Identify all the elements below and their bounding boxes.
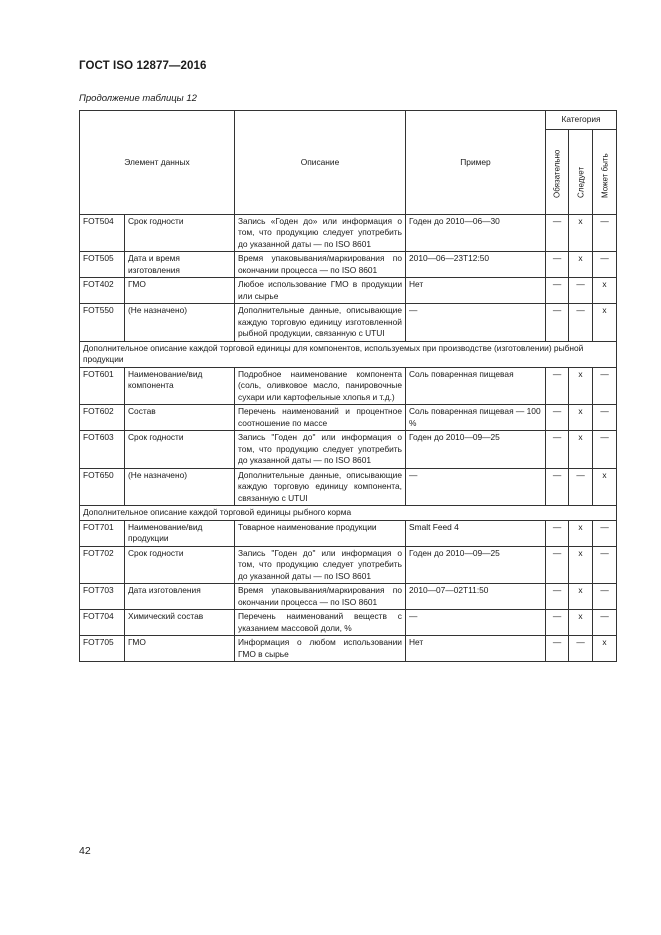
table-row — [80, 252, 617, 278]
mark-may: x — [593, 304, 617, 342]
mark-mandatory: — — [546, 610, 569, 636]
table-group-3 — [80, 520, 617, 662]
table-row — [80, 278, 617, 304]
section-3 — [80, 506, 617, 521]
mark-should: x — [569, 214, 593, 252]
element-code: FOT701 — [80, 520, 125, 546]
mark-should: — — [569, 278, 593, 304]
table-row — [80, 214, 617, 252]
mark-may: — — [593, 431, 617, 469]
mark-may: — — [593, 405, 617, 431]
mark-mandatory: — — [546, 636, 569, 662]
header-mandatory-cell — [546, 129, 569, 214]
table-row — [80, 405, 617, 431]
section-heading-feed: Дополнительное описание каждой торговой единицы рыбного корма — [80, 506, 617, 521]
element-name: Срок годности — [125, 214, 235, 252]
element-code: FOT603 — [80, 431, 125, 469]
mark-may: — — [593, 610, 617, 636]
element-example: Годен до 2010—06—30 — [406, 214, 546, 252]
element-code: FOT402 — [80, 278, 125, 304]
element-name: Наименование/вид компонента — [125, 367, 235, 405]
page-number: 42 — [79, 845, 91, 857]
element-code: FOT650 — [80, 468, 125, 506]
mark-may: x — [593, 278, 617, 304]
mark-may: — — [593, 214, 617, 252]
data-elements-table — [79, 110, 617, 662]
mark-should: x — [569, 546, 593, 584]
mark-may: — — [593, 367, 617, 405]
element-example: Годен до 2010—09—25 — [406, 546, 546, 584]
mark-mandatory: — — [546, 304, 569, 342]
element-example: Соль поваренная пищевая — [406, 367, 546, 405]
element-description: Дополнительные данные, описывающие каждую торговую единицу изготовленной рыбной продукции, связанную с UTUI — [235, 304, 406, 342]
mark-may: — — [593, 252, 617, 278]
mark-may: — — [593, 546, 617, 584]
element-example: 2010—07—02T11:50 — [406, 584, 546, 610]
table-row — [80, 610, 617, 636]
table-group-1 — [80, 214, 617, 341]
section-2 — [80, 341, 617, 367]
table-row — [80, 636, 617, 662]
mark-should: — — [569, 636, 593, 662]
mark-should: — — [569, 468, 593, 506]
element-name: (Не назначено) — [125, 468, 235, 506]
mark-mandatory: — — [546, 252, 569, 278]
element-description: Информация о любом использовании ГМО в сырье — [235, 636, 406, 662]
mark-should: x — [569, 520, 593, 546]
mark-mandatory: — — [546, 405, 569, 431]
mark-mandatory: — — [546, 520, 569, 546]
mark-mandatory: — — [546, 214, 569, 252]
mark-may: x — [593, 636, 617, 662]
table-row — [80, 304, 617, 342]
mark-mandatory: — — [546, 278, 569, 304]
table-group-2 — [80, 367, 617, 506]
element-name: ГМО — [125, 278, 235, 304]
table-row — [80, 431, 617, 469]
element-description: Подробное наименование компонента (соль, оливковое масло, панировочные сухари или картофельные хлопья и т.д.) — [235, 367, 406, 405]
element-description: Время упаковывания/маркирования по окончании процесса — по ISO 8601 — [235, 584, 406, 610]
header-should: Следует — [575, 166, 585, 198]
header-should-cell — [569, 129, 593, 214]
element-name: Дата изготовления — [125, 584, 235, 610]
element-description: Товарное наименование продукции — [235, 520, 406, 546]
header-description: Описание — [235, 111, 406, 215]
section-heading-components: Дополнительное описание каждой торговой единицы для компонентов, используемых при производстве (изготовлении) рыбной продукции — [80, 341, 617, 367]
mark-may: — — [593, 520, 617, 546]
element-code: FOT504 — [80, 214, 125, 252]
element-example: Годен до 2010—09—25 — [406, 431, 546, 469]
element-name: Состав — [125, 405, 235, 431]
mark-may: x — [593, 468, 617, 506]
element-code: FOT505 — [80, 252, 125, 278]
mark-should: x — [569, 431, 593, 469]
element-description: Запись «Годен до» или информация о том, что продукцию следует употребить до указанной даты — по ISO 8601 — [235, 214, 406, 252]
mark-should: x — [569, 584, 593, 610]
mark-mandatory: — — [546, 468, 569, 506]
element-example: Smalt Feed 4 — [406, 520, 546, 546]
header-example: Пример — [406, 111, 546, 215]
element-code: FOT550 — [80, 304, 125, 342]
element-description: Перечень наименований и процентное соотношение по массе — [235, 405, 406, 431]
element-example: Нет — [406, 636, 546, 662]
element-code: FOT602 — [80, 405, 125, 431]
header-may-cell — [593, 129, 617, 214]
element-example: Нет — [406, 278, 546, 304]
element-example: — — [406, 610, 546, 636]
element-description: Запись "Годен до" или информация о том, что продукцию следует употребить до указанной даты — по ISO 8601 — [235, 431, 406, 469]
element-name: Срок годности — [125, 546, 235, 584]
header-category: Категория — [546, 111, 617, 130]
table-row — [80, 468, 617, 506]
element-name: Наименование/вид продукции — [125, 520, 235, 546]
table-row — [80, 367, 617, 405]
element-code: FOT704 — [80, 610, 125, 636]
element-name: ГМО — [125, 636, 235, 662]
header-mandatory: Обязательно — [552, 149, 562, 198]
element-name: Срок годности — [125, 431, 235, 469]
mark-mandatory: — — [546, 584, 569, 610]
element-name: (Не назначено) — [125, 304, 235, 342]
element-example: — — [406, 304, 546, 342]
table-row — [80, 546, 617, 584]
element-example: — — [406, 468, 546, 506]
element-name: Химический состав — [125, 610, 235, 636]
mark-should: x — [569, 252, 593, 278]
mark-mandatory: — — [546, 431, 569, 469]
mark-may: — — [593, 584, 617, 610]
element-code: FOT702 — [80, 546, 125, 584]
mark-should: — — [569, 304, 593, 342]
element-example: Соль поваренная пищевая — 100 % — [406, 405, 546, 431]
element-example: 2010—06—23T12:50 — [406, 252, 546, 278]
document-title: ГОСТ ISO 12877—2016 — [79, 60, 207, 72]
element-description: Время упаковывания/маркирования по окончании процесса — по ISO 8601 — [235, 252, 406, 278]
mark-mandatory: — — [546, 367, 569, 405]
table-row — [80, 584, 617, 610]
element-code: FOT703 — [80, 584, 125, 610]
element-description: Дополнительные данные, описывающие каждую торговую единицу компонента, связанную с UTUI — [235, 468, 406, 506]
element-name: Дата и время изготовления — [125, 252, 235, 278]
header-may: Может быть — [599, 153, 609, 198]
element-code: FOT705 — [80, 636, 125, 662]
element-code: FOT601 — [80, 367, 125, 405]
mark-should: x — [569, 367, 593, 405]
mark-should: x — [569, 405, 593, 431]
element-description: Перечень наименований веществ с указанием массовой доли, % — [235, 610, 406, 636]
element-description: Запись "Годен до" или информация о том, что продукцию следует употребить до указанной даты — по ISO 8601 — [235, 546, 406, 584]
mark-should: x — [569, 610, 593, 636]
table-continuation-caption: Продолжение таблицы 12 — [79, 93, 197, 104]
mark-mandatory: — — [546, 546, 569, 584]
header-element: Элемент данных — [80, 111, 235, 215]
table-row — [80, 520, 617, 546]
element-description: Любое использование ГМО в продукции или сырье — [235, 278, 406, 304]
